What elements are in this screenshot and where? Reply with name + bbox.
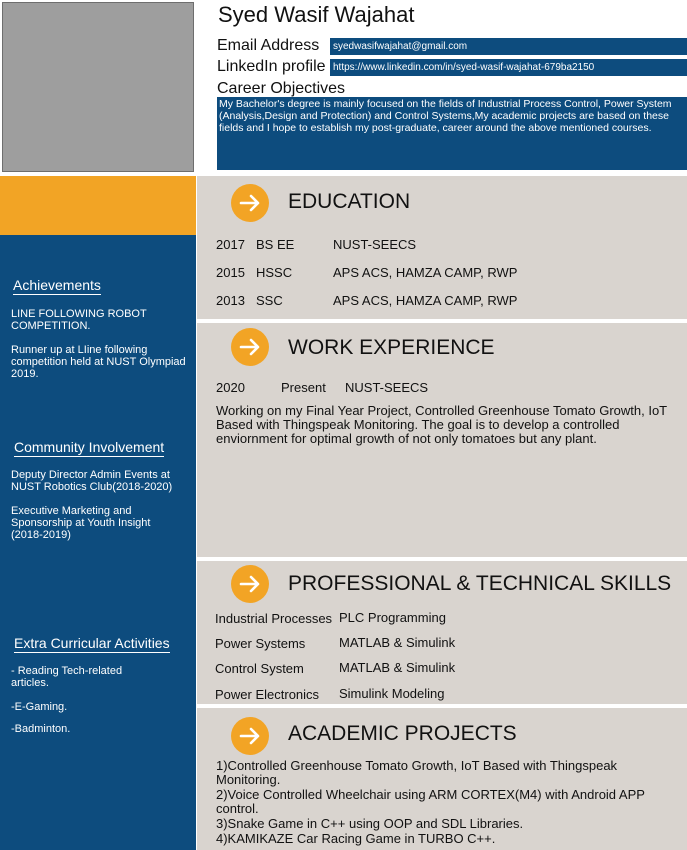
arrow-right-icon	[231, 328, 269, 366]
extra-curricular-title: Extra Curricular Activities	[14, 635, 170, 651]
education-title: EDUCATION	[288, 190, 411, 213]
education-year: 2017	[216, 237, 245, 252]
project-item: 4)KAMIKAZE Car Racing Game in TURBO C++.	[216, 831, 496, 846]
education-section	[197, 176, 687, 319]
extra-item: -Badminton.	[11, 723, 71, 735]
skills-title: PROFESSIONAL & TECHNICAL SKILLS	[288, 572, 672, 595]
community-title: Community Involvement	[14, 439, 165, 455]
email-label: Email Address	[217, 37, 320, 54]
work-organization: NUST-SEECS	[345, 380, 429, 395]
photo-placeholder	[2, 2, 194, 172]
education-year: 2013	[216, 293, 245, 308]
extra-item: -E-Gaming.	[11, 701, 68, 713]
arrow-right-icon	[231, 184, 269, 222]
education-degree: SSC	[256, 293, 283, 308]
work-experience-section	[197, 323, 687, 557]
profile-photo	[0, 0, 196, 174]
skills-section	[197, 561, 687, 704]
education-degree: BS EE	[256, 237, 295, 252]
project-item: 1)Controlled Greenhouse Tomato Growth, IoT Based with Thingspeak Monitoring.	[216, 758, 618, 787]
skill-area: Power Electronics	[215, 687, 320, 702]
achievements-title: Achievements	[13, 277, 101, 293]
work-year: 2020	[216, 380, 245, 395]
arrow-right-icon	[231, 717, 269, 755]
career-objectives-text: My Bachelor's degree is mainly focused on the fields of Industrial Process Control, Power System (Analysis,Design and Protection) and Control Systems,My academic projects are based on these fields and I hope to establish my post-graduate, career around the above mentioned courses.	[217, 97, 687, 170]
skill-area: Control System	[215, 661, 304, 676]
work-experience-title: WORK EXPERIENCE	[288, 336, 495, 359]
academic-projects-title: ACADEMIC PROJECTS	[288, 722, 517, 745]
project-item: 2)Voice Controlled Wheelchair using ARM CORTEX(M4) with Android APP control.	[216, 787, 645, 816]
work-end: Present	[281, 380, 326, 395]
orange-accent-block	[0, 176, 196, 235]
education-school: APS ACS, HAMZA CAMP, RWP	[333, 265, 518, 280]
sidebar	[0, 235, 196, 850]
education-school: NUST-SEECS	[333, 237, 417, 252]
skill-area: Power Systems	[215, 636, 306, 651]
skill-tool: MATLAB & Simulink	[339, 660, 456, 675]
work-description: Working on my Final Year Project, Controlled Greenhouse Tomato Growth, IoT Based with Thingspeak Monitoring. The goal is to develop a controlled enviornment for optimal growth of not only tomatoes but any plant.	[216, 403, 667, 446]
skill-tool: Simulink Modeling	[339, 686, 445, 701]
achievement-item: Runner up at LIine following competition held at NUST Olympiad 2019.	[11, 344, 186, 380]
community-item: Executive Marketing and Sponsorship at Youth Insight (2018-2019)	[11, 505, 151, 541]
skill-tool: PLC Programming	[339, 610, 446, 625]
arrow-right-icon	[231, 565, 269, 603]
resume-name: Syed Wasif Wajahat	[218, 2, 415, 27]
achievement-item: LINE FOLLOWING ROBOT COMPETITION.	[11, 308, 147, 332]
skill-tool: MATLAB & Simulink	[339, 635, 456, 650]
education-degree: HSSC	[256, 265, 293, 280]
skill-area: Industrial Processes	[215, 611, 333, 626]
education-year: 2015	[216, 265, 245, 280]
extra-item: - Reading Tech-related articles.	[11, 665, 123, 689]
education-school: APS ACS, HAMZA CAMP, RWP	[333, 293, 518, 308]
career-label: Career Objectives	[217, 80, 346, 97]
email-value[interactable]: syedwasifwajahat@gmail.com	[330, 38, 687, 55]
project-item: 3)Snake Game in C++ using OOP and SDL Libraries.	[216, 816, 524, 831]
community-item: Deputy Director Admin Events at NUST Robotics Club(2018-2020)	[11, 469, 173, 493]
academic-projects-section	[197, 708, 687, 850]
linkedin-value[interactable]: https://www.linkedin.com/in/syed-wasif-wajahat-679ba2150	[330, 59, 687, 76]
linkedin-label: LinkedIn profile	[217, 58, 326, 75]
